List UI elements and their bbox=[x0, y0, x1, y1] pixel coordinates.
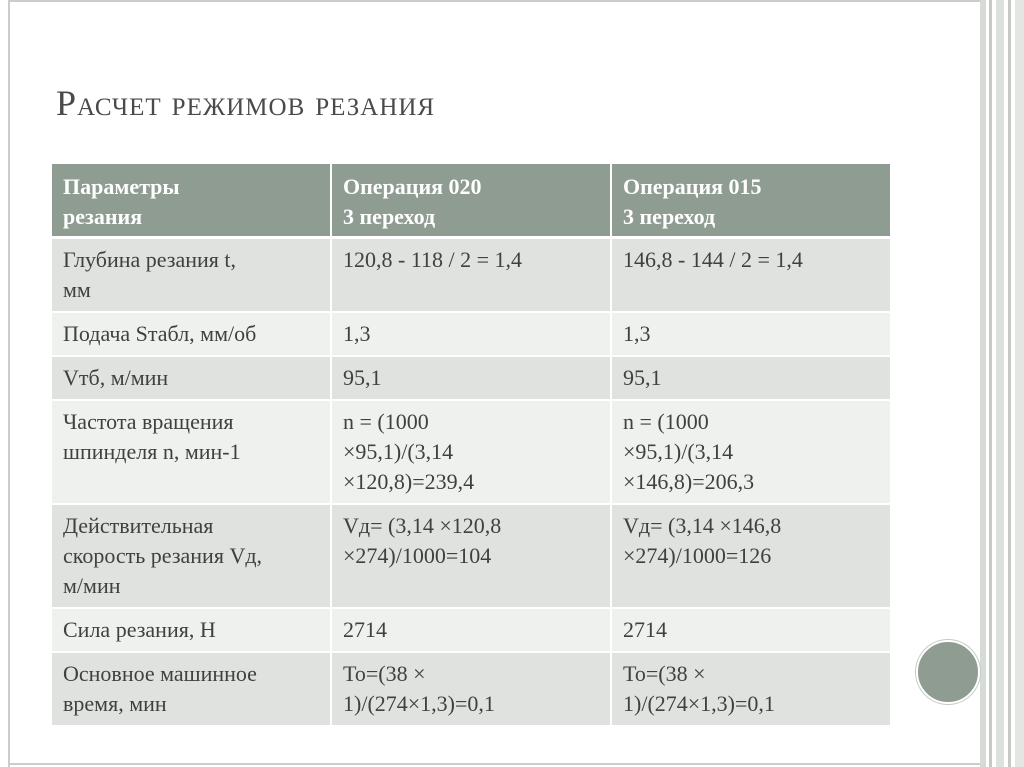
cell-line: 95,1 bbox=[623, 365, 662, 390]
header-line: резания bbox=[63, 204, 143, 229]
cutting-modes-table-wrap bbox=[50, 164, 890, 727]
cell-line: ×120,8)=239,4 bbox=[343, 469, 475, 494]
cell-line: n = (1000 bbox=[343, 409, 429, 434]
cell-line: 2714 bbox=[343, 617, 387, 642]
param-cell bbox=[51, 356, 331, 400]
decor-bar bbox=[996, 0, 1004, 767]
op020-cell bbox=[331, 238, 611, 313]
cell-line: ×95,1)/(3,14 bbox=[623, 439, 734, 464]
slide-title: Расчет режимов резания bbox=[56, 83, 436, 123]
cell-line: ×274)/1000=104 bbox=[343, 543, 492, 568]
decor-bar bbox=[1015, 0, 1024, 767]
cell-line: ×95,1)/(3,14 bbox=[343, 439, 454, 464]
cell-line: Vтб, м/мин bbox=[63, 365, 169, 390]
table-row bbox=[51, 652, 891, 726]
header-cell-parameters bbox=[51, 164, 331, 238]
table-header-row bbox=[51, 164, 891, 238]
cell-line: 1,3 bbox=[343, 321, 371, 346]
cell-line: 2714 bbox=[623, 617, 667, 642]
op015-cell bbox=[611, 608, 891, 652]
cell-line: скорость резания Vд, bbox=[63, 543, 263, 568]
op015-cell bbox=[611, 400, 891, 504]
op020-cell bbox=[331, 356, 611, 400]
decorative-right-bars bbox=[980, 0, 1024, 767]
decor-bar bbox=[1008, 0, 1011, 767]
header-line: Операция 020 bbox=[343, 174, 482, 199]
cutting-modes-table bbox=[50, 164, 892, 727]
header-line: 3 переход bbox=[343, 204, 436, 229]
header-cell-op015 bbox=[611, 164, 891, 238]
param-cell bbox=[51, 400, 331, 504]
op020-cell bbox=[331, 504, 611, 608]
cell-line: 1)/(274×1,3)=0,1 bbox=[623, 691, 775, 716]
cell-line: 120,8 - 118 / 2 = 1,4 bbox=[343, 247, 523, 272]
cell-line: To=(38 × bbox=[343, 661, 426, 686]
header-line: Операция 015 bbox=[623, 174, 762, 199]
op015-cell bbox=[611, 312, 891, 356]
param-cell bbox=[51, 652, 331, 726]
decor-bar bbox=[989, 0, 992, 767]
cell-line: Глубина резания t, bbox=[63, 247, 237, 272]
cell-line: Частота вращения bbox=[63, 409, 234, 434]
header-line: 3 переход bbox=[623, 204, 716, 229]
cell-line: Vд= (3,14 ×120,8 bbox=[343, 513, 502, 538]
op020-cell bbox=[331, 652, 611, 726]
cell-line: мм bbox=[63, 277, 91, 302]
cell-line: 1)/(274×1,3)=0,1 bbox=[343, 691, 495, 716]
op015-cell bbox=[611, 652, 891, 726]
cell-line: Vд= (3,14 ×146,8 bbox=[623, 513, 782, 538]
cell-line: шпинделя n, мин-1 bbox=[63, 439, 241, 464]
cell-line: время, мин bbox=[63, 691, 167, 716]
cell-line: Сила резания, Н bbox=[63, 617, 216, 642]
cell-line: n = (1000 bbox=[623, 409, 709, 434]
cell-line: Действительная bbox=[63, 513, 214, 538]
frame-bottom-line bbox=[8, 763, 984, 765]
cell-line: 1,3 bbox=[623, 321, 651, 346]
op015-cell bbox=[611, 356, 891, 400]
table-row bbox=[51, 356, 891, 400]
op015-cell bbox=[611, 238, 891, 313]
param-cell bbox=[51, 312, 331, 356]
decorative-circle bbox=[916, 640, 980, 704]
op020-cell bbox=[331, 608, 611, 652]
param-cell bbox=[51, 608, 331, 652]
table-row bbox=[51, 238, 891, 313]
cell-line: ×274)/1000=126 bbox=[623, 543, 772, 568]
op015-cell bbox=[611, 504, 891, 608]
table-row bbox=[51, 608, 891, 652]
cell-line: ×146,8)=206,3 bbox=[623, 469, 755, 494]
cell-line: Основное машинное bbox=[63, 661, 257, 686]
decor-bar bbox=[980, 0, 986, 767]
table-row bbox=[51, 400, 891, 504]
cell-line: 146,8 - 144 / 2 = 1,4 bbox=[623, 247, 803, 272]
param-cell bbox=[51, 238, 331, 313]
cell-line: м/мин bbox=[63, 573, 121, 598]
cell-line: To=(38 × bbox=[623, 661, 706, 686]
cell-line: 95,1 bbox=[343, 365, 382, 390]
op020-cell bbox=[331, 312, 611, 356]
frame-top-line bbox=[8, 0, 984, 2]
table-row bbox=[51, 504, 891, 608]
cell-line: Подача Sтабл, мм/об bbox=[63, 321, 257, 346]
header-line: Параметры bbox=[63, 174, 180, 199]
frame-left-line bbox=[8, 0, 10, 767]
op020-cell bbox=[331, 400, 611, 504]
param-cell bbox=[51, 504, 331, 608]
table-row bbox=[51, 312, 891, 356]
header-cell-op020 bbox=[331, 164, 611, 238]
